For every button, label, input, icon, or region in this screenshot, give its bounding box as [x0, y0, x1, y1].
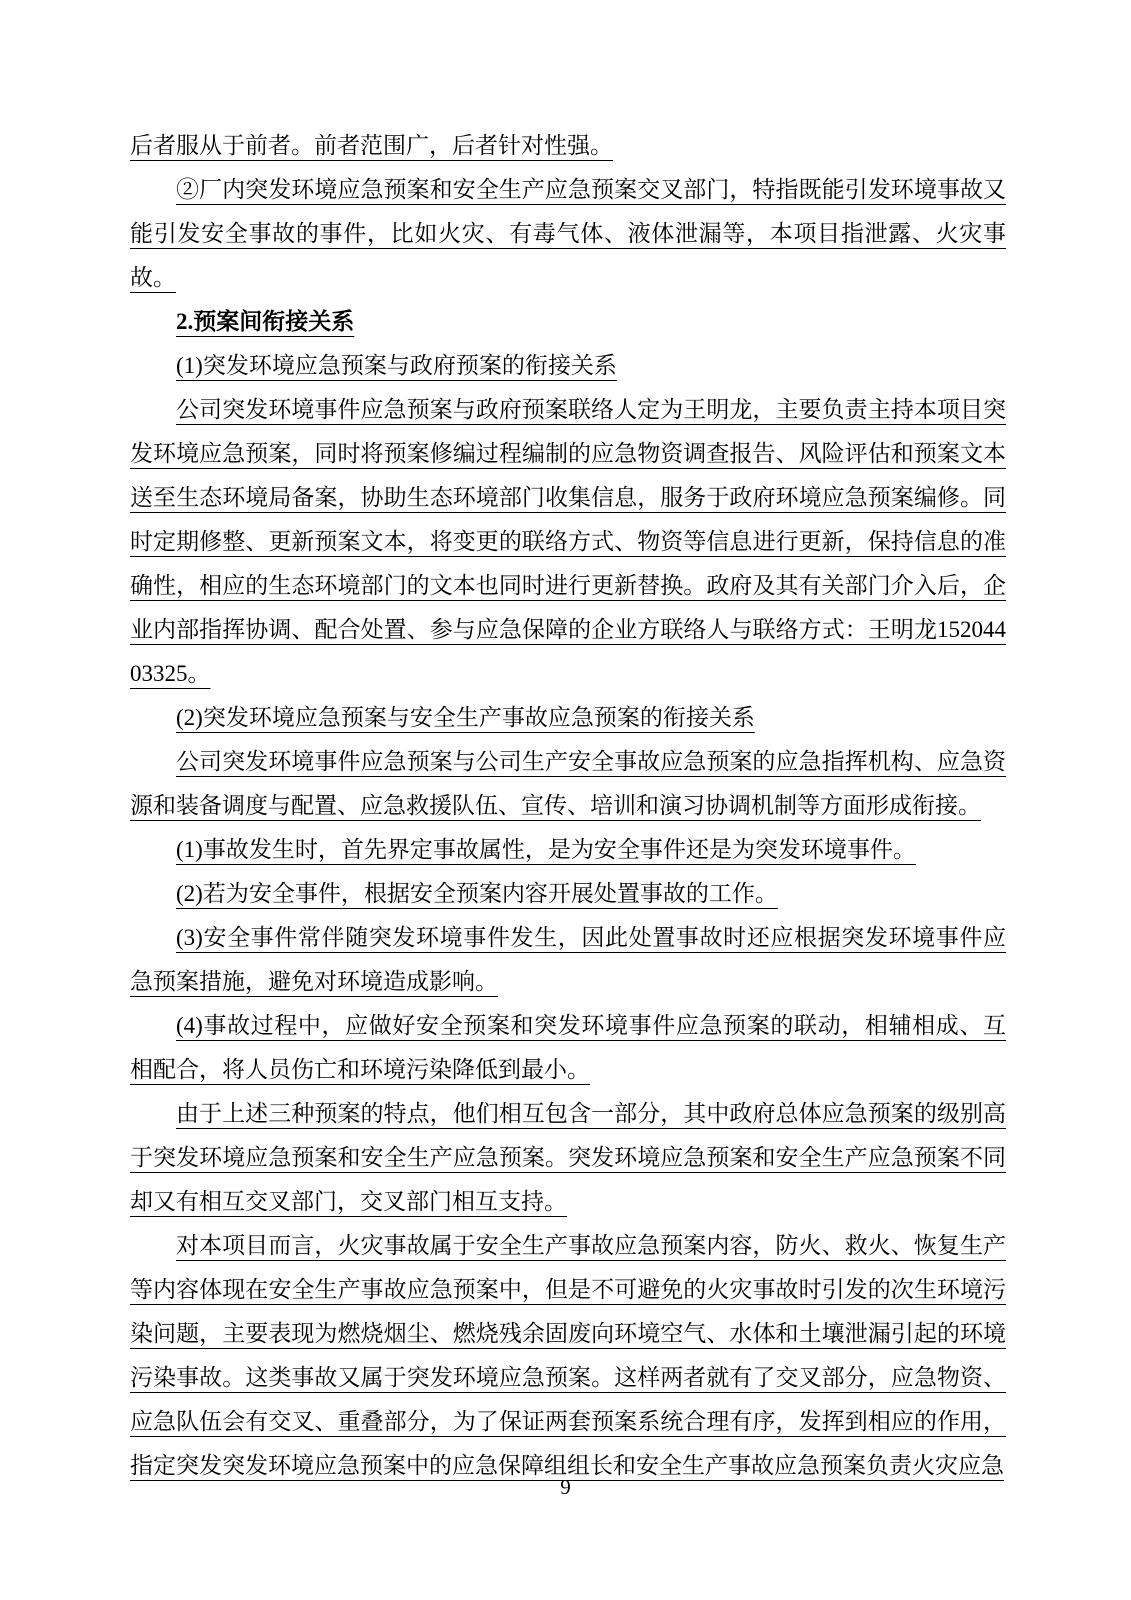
subheading-safety-plan-linkage: (2)突发环境应急预案与安全生产事故应急预案的衔接关系 — [176, 705, 755, 730]
paragraph-government-linkage-detail: 公司突发环境事件应急预案与政府预案联络人定为王明龙，主要负责主持本项目突发环境应急预案，同时将预案修编过程编制的应急物资调查报告、风险评估和预案文本送至生态环境局备案，协助生态环境部门收集信息，服务于政府环境应急预案编修。同时定期修整、更新预案文本，将变更的联络方式、物资等信息进行更新，保持信息的准确性，相应的生态环境部门的文本也同时进行更新替换。政府及其有关部门介入后，企业内部指挥协调、配合处置、参与应急保障的企业方联络人与联络方式：王明龙15204403325。 — [130, 397, 1006, 686]
document-body — [130, 124, 1006, 1488]
paragraph-cross-departments: ②厂内突发环境应急预案和安全生产应急预案交叉部门，特指既能引发环境事故又能引发安全事故的事件，比如火灾、有毒气体、液体泄漏等，本项目指泄露、火灾事故。 — [130, 177, 1006, 290]
paragraph-step-1: (1)事故发生时，首先界定事故属性，是为安全事件还是为突发环境事件。 — [176, 837, 916, 862]
paragraph-plan-relationship: 由于上述三种预案的特点，他们相互包含一部分，其中政府总体应急预案的级别高于突发环境应急预案和安全生产应急预案。突发环境应急预案和安全生产应急预案不同却又有相互交叉部门，交叉部门相互支持。 — [130, 1101, 1006, 1214]
paragraph-step-3: (3)安全事件常伴随突发环境事件发生，因此处置事故时还应根据突发环境事件应急预案措施，避免对环境造成影响。 — [130, 925, 1006, 994]
page-footer — [0, 1474, 1131, 1500]
subheading-government-plan-linkage: (1)突发环境应急预案与政府预案的衔接关系 — [176, 353, 617, 378]
paragraph-project-fire-accident: 对本项目而言，火灾事故属于安全生产事故应急预案内容，防火、救火、恢复生产等内容体现在安全生产事故应急预案中，但是不可避免的火灾事故时引发的次生环境污染问题，主要表现为燃烧烟尘、燃烧残余固废向环境空气、水体和土壤泄漏引起的环境污染事故。这类事故又属于突发环境应急预案。这样两者就有了交叉部分，应急物资、应急队伍会有交叉、重叠部分，为了保证两套预案系统合理有序，发挥到相应的作用，指定突发突发环境应急预案中的应急保障组组长和安全生产事故应急预案负责火灾应急 — [130, 1233, 1006, 1478]
paragraph-continuation: 后者服从于前者。前者范围广，后者针对性强。 — [130, 133, 613, 158]
section-heading-plan-linkage: 2.预案间衔接关系 — [176, 309, 355, 334]
paragraph-step-2: (2)若为安全事件，根据安全预案内容开展处置事故的工作。 — [176, 881, 778, 906]
page-number: 9 — [560, 1475, 571, 1499]
paragraph-safety-linkage-detail: 公司突发环境事件应急预案与公司生产安全事故应急预案的应急指挥机构、应急资源和装备调度与配置、应急救援队伍、宣传、培训和演习协调机制等方面形成衔接。 — [130, 749, 1006, 818]
paragraph-step-4: (4)事故过程中，应做好安全预案和突发环境事件应急预案的联动，相辅相成、互相配合，将人员伤亡和环境污染降低到最小。 — [130, 1013, 1006, 1082]
